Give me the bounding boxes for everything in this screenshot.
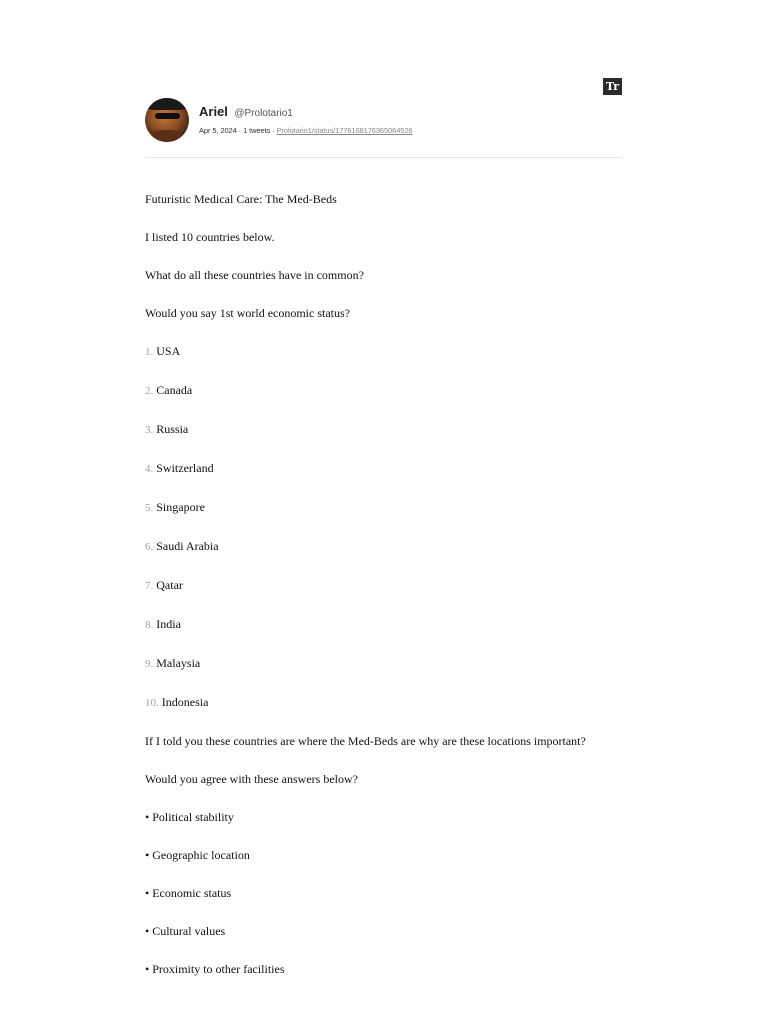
list-item (145, 537, 645, 556)
list-number: 9. (145, 658, 154, 670)
list-number: 8. (145, 619, 154, 631)
list-item (145, 381, 645, 400)
tweet-count: 1 tweets (243, 126, 271, 135)
country-name: USA (156, 344, 181, 358)
country-name: Malaysia (156, 656, 201, 670)
list-number: 10. (145, 697, 159, 709)
paragraph: Would you say 1st world economic status? (145, 306, 351, 320)
author-name[interactable]: Ariel (199, 104, 228, 119)
author-handle[interactable]: @Prolotario1 (234, 108, 293, 119)
translate-icon[interactable]: Tr (603, 78, 622, 95)
list-number: 2. (145, 385, 154, 397)
list-item (145, 615, 645, 634)
thread-body (145, 190, 645, 998)
list-number: 3. (145, 424, 154, 436)
paragraph: What do all these countries have in common? (145, 268, 364, 282)
list-item (145, 498, 645, 517)
list-number: 4. (145, 463, 154, 475)
header-divider (145, 157, 622, 158)
list-item (145, 420, 645, 439)
list-item (145, 342, 645, 361)
country-name: Canada (156, 383, 193, 397)
author-meta (199, 98, 412, 135)
meta-separator: · (272, 126, 275, 135)
post-date: Apr 5, 2024 (199, 126, 237, 135)
tweet-meta-line (199, 126, 412, 135)
country-name: Indonesia (161, 695, 209, 709)
country-name: Switzerland (156, 461, 214, 475)
bullet-item: • Cultural values (145, 924, 226, 938)
avatar-shirt-shape (151, 130, 183, 142)
status-link[interactable]: Prolotario1/status/1776168176365064526 (276, 126, 413, 135)
country-name: Saudi Arabia (156, 539, 219, 553)
post-title: Futuristic Medical Care: The Med-Beds (145, 192, 337, 206)
avatar[interactable] (145, 98, 189, 142)
list-number: 1. (145, 346, 154, 358)
avatar-cap-shape (147, 98, 187, 110)
list-number: 5. (145, 502, 154, 514)
meta-separator: · (238, 126, 242, 135)
paragraph: If I told you these countries are where the Med-Beds are why are these locations important? (145, 734, 586, 748)
paragraph: I listed 10 countries below. (145, 230, 275, 244)
country-name: India (156, 617, 181, 631)
list-item (145, 576, 645, 595)
list-item (145, 459, 645, 478)
tweet-header (145, 98, 622, 146)
list-item (145, 693, 645, 712)
country-name: Qatar (156, 578, 183, 592)
list-number: 7. (145, 580, 154, 592)
paragraph: Would you agree with these answers below? (145, 772, 358, 786)
bullet-item: • Political stability (145, 810, 234, 824)
bullet-item: • Economic status (145, 886, 232, 900)
country-name: Russia (156, 422, 189, 436)
avatar-glasses-shape (155, 113, 180, 119)
bullet-item: • Geographic location (145, 848, 250, 862)
country-name: Singapore (156, 500, 205, 514)
list-number: 6. (145, 541, 154, 553)
list-item (145, 654, 645, 673)
bullet-item: • Proximity to other facilities (145, 962, 285, 976)
